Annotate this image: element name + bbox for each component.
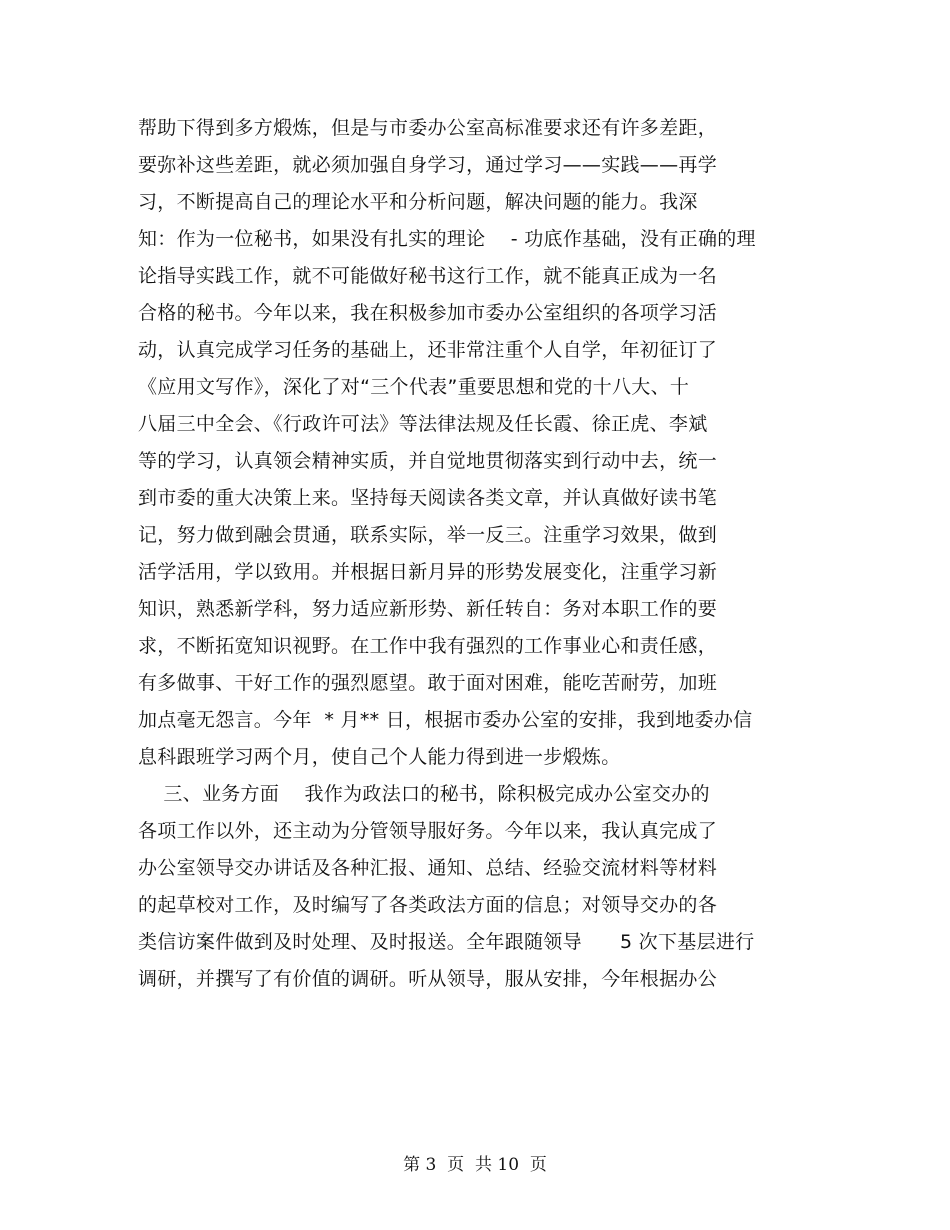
text-line: 有多做事、干好工作的强烈愿望。敢于面对困难，能吃苦耐劳，加班: [138, 672, 718, 694]
text-line: 习，不断提高自己的理论水平和分析问题，解决问题的能力。我深: [138, 191, 698, 213]
page-footer: 第 3 页 共 10 页: [403, 1155, 547, 1175]
body-text: [138, 110, 818, 998]
text-line: 合格的秘书。今年以来，我在积极参加市委办公室组织的各项学习活: [138, 302, 718, 324]
text-line: 活学活用，学以致用。并根据日新月异的形势发展变化，注重学习新: [138, 561, 718, 583]
text-line: 《应用文写作》，深化了对“三个代表”重要思想和党的十八大、十: [138, 376, 690, 398]
text-line: 知识，熟悉新学科，努力适应新形势、新任转自：务对本职工作的要: [138, 598, 718, 620]
text-line: 记，努力做到融会贯通，联系实际，举一反三。注重学习效果，做到: [138, 524, 718, 546]
text-line: 动，认真完成学习任务的基础上，还非常注重个人自学，年初征订了: [138, 339, 718, 361]
text-line: 知：作为一位秘书，如果没有扎实的理论 - 功底作基础，没有正确的理: [138, 228, 756, 250]
text-line: 办公室领导交办讲话及各种汇报、通知、总结、经验交流材料等材料: [138, 857, 718, 879]
text-line: 加点毫无怨言。今年 * 月** 日，根据市委办公室的安排，我到地委办信: [138, 709, 753, 731]
text-line: 息科跟班学习两个月，使自己个人能力得到进一步煅炼。: [138, 746, 621, 768]
text-line: 论指导实践工作，就不可能做好秘书这行工作，就不能真正成为一名: [138, 265, 718, 287]
text-line: 三、业务方面 我作为政法口的秘书，除积极完成办公室交办的: [138, 783, 710, 805]
text-line: 的起草校对工作，及时编写了各类政法方面的信息；对领导交办的各: [138, 894, 718, 916]
text-line: 到市委的重大决策上来。坚持每天阅读各类文章，并认真做好读书笔: [138, 487, 718, 509]
text-line: 八届三中全会、《行政许可法》等法律法规及任长霞、徐正虎、李斌: [138, 413, 708, 435]
text-line: 各项工作以外，还主动为分管领导服好务。今年以来，我认真完成了: [138, 820, 718, 842]
text-line: 类信访案件做到及时处理、及时报送。全年跟随领导 5 次下基层进行: [138, 931, 755, 953]
text-line: 等的学习，认真领会精神实质，并自觉地贯彻落实到行动中去，统一: [138, 450, 718, 472]
text-line: 调研，并撰写了有价值的调研。听从领导，服从安排，今年根据办公: [138, 968, 718, 990]
text-line: 要弥补这些差距，就必须加强自身学习，通过学习——实践——再学: [138, 154, 718, 176]
text-line: 求，不断拓宽知识视野。在工作中我有强烈的工作事业心和责任感，: [138, 635, 718, 657]
text-line: 帮助下得到多方煅炼，但是与市委办公室高标准要求还有许多差距，: [138, 117, 718, 139]
